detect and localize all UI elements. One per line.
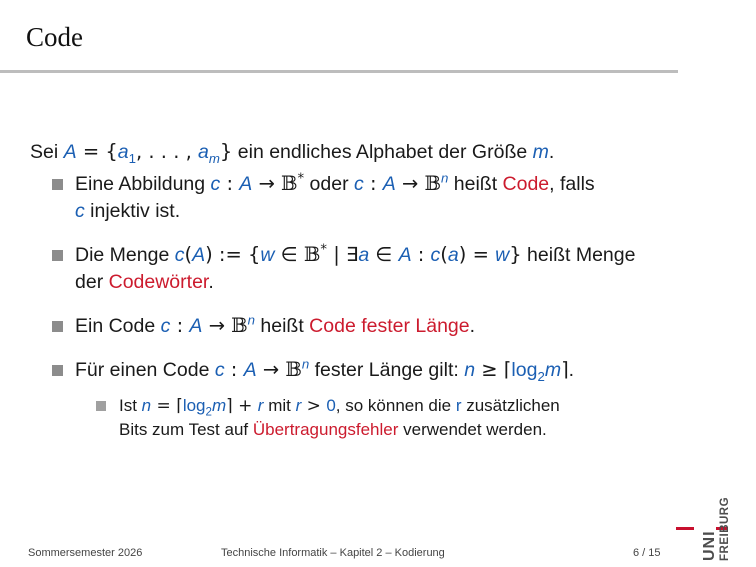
footer-course-title: Technische Informatik – Kapitel 2 – Kodierung	[221, 547, 445, 559]
footer-semester: Sommersemester 2026	[28, 547, 143, 559]
footer-page-number: 6 / 15	[633, 547, 661, 559]
slide-title: Code	[26, 22, 83, 52]
logo-text-uni: UNI	[701, 530, 718, 561]
intro-sentence: Sei $A = \{a_1$, . . . , $a_m$} ein endliches Alphabet der Größe m.	[30, 140, 555, 166]
bullet-item-code-definition: Eine Abbildung c : A → 𝔹* oder c : A → 𝔹$^n$ heißt Code, falls c injektiv ist.	[52, 170, 720, 225]
slide-content	[30, 138, 720, 457]
sub-bullet-item-error-bits: Ist $n = ⌈\log_2m⌉ + r$ mit r > 0, so können die r zusätzlichen Bits zum Test auf Übertragungsfehler verwendet werden.	[96, 394, 720, 441]
sub-bullet-list	[75, 394, 720, 441]
bullet-item-fixed-length: Ein Code c : A → 𝔹$^n$ heißt Code fester Länge.	[52, 312, 720, 340]
university-logo	[676, 481, 731, 561]
title-divider	[0, 70, 678, 73]
bullet-item-length-bound: Für einen Code c : A → 𝔹$^n$ fester Länge gilt: $n \ge ⌈\log_2m⌉$. Ist $n = ⌈\log_2m⌉ + r$ mit r > 0, so können die r zusätzlichen Bits zum Test auf Übertragungsfehler verwendet werden.	[52, 356, 720, 441]
bullet-item-codewords: Die Menge c(A) := {w ∈ 𝔹* | ∃a ∈ A : c(a) = w} heißt Menge der Codewörter.	[52, 241, 720, 296]
logo-accent-bar	[676, 527, 694, 530]
logo-text-freiburg: FREIBURG	[719, 496, 731, 561]
bullet-list	[30, 170, 720, 441]
